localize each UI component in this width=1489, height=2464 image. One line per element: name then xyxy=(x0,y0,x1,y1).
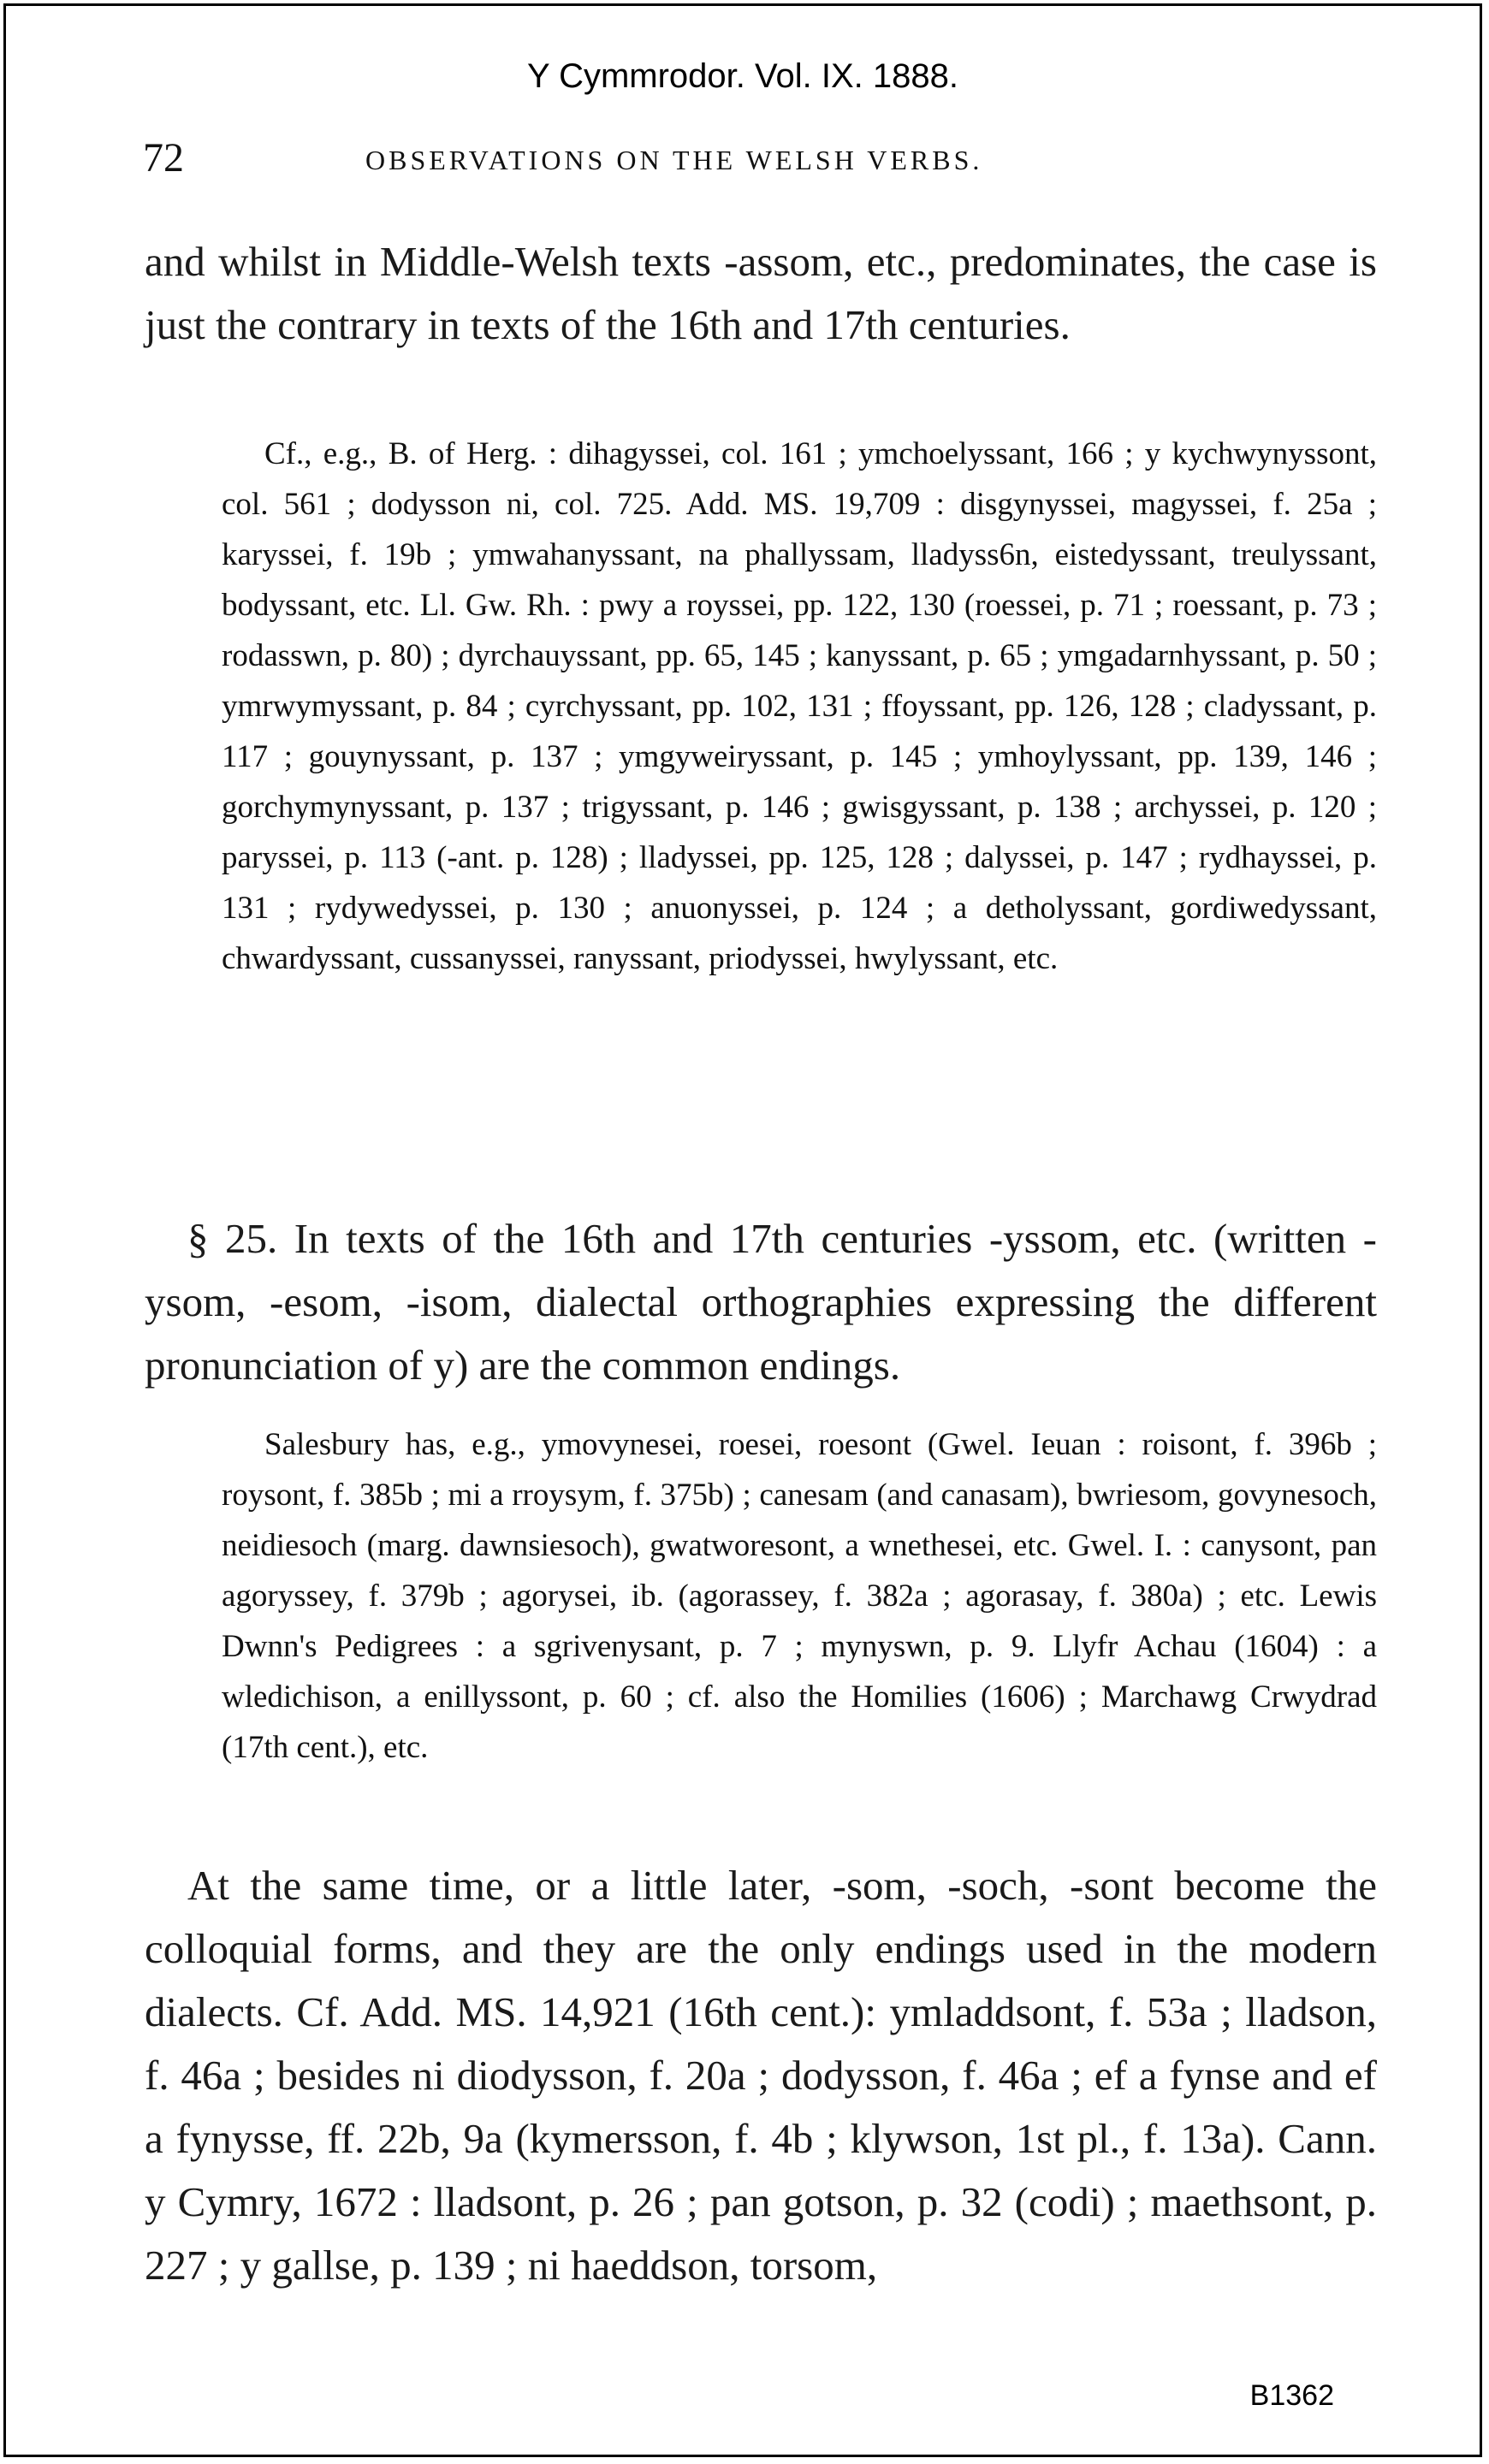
page-frame xyxy=(3,3,1482,2457)
footnote-paragraph: Cf., e.g., B. of Herg. : dihagyssei, col. 161 ; ymchoelyssant, 166 ; y kychwynyssont, col. 561 ; dodysson ni, col. 725. Add. MS. 19,709 : disgynyssei, magyssei, f. 25a ; karyssei, f. 19b ; ymwahanyssant, na phallyssam, lladyss6n, eistedyssant, treulyssant, bodyssant, etc. Ll. Gw. Rh. : pwy a royssei, pp. 122, 130 (roessei, p. 71 ; roessant, p. 73 ; rodasswn, p. 80) ; dyrchauyssant, pp. 65, 145 ; kanyssant, p. 65 ; ymgadarnhyssant, p. 50 ; ymrwymyssant, p. 84 ; cyrchyssant, pp. 102, 131 ; ffoyssant, pp. 126, 128 ; cladyssant, p. 117 ; gouynyssant, p. 137 ; ymgyweiryssant, p. 145 ; ymhoylyssant, pp. 139, 146 ; gorchymynyssant, p. 137 ; trigyssant, p. 146 ; gwisgyssant, p. 138 ; archyssei, p. 120 ; paryssei, p. 113 (-ant. p. 128) ; lladyssei, pp. 125, 128 ; dalyssei, p. 147 ; rydhayssei, p. 131 ; rydywedyssei, p. 130 ; anuonyssei, p. 124 ; a detholyssant, gordiwedyssant, chwardyssant, cussanyssei, ranyssant, priodyssei, hwylyssant, etc. xyxy=(222,436,1377,976)
body-paragraph: and whilst in Middle-Welsh texts -assom, etc., predominates, the case is just the contrary in texts of the 16th and 17th centuries. xyxy=(145,238,1377,348)
section-paragraph: § 25. In texts of the 16th and 17th centuries -yssom, etc. (written -ysom, -esom, -isom, dialectal orthographies expressing the different pronunciation of y) are the common endings. xyxy=(145,1215,1377,1389)
source-note: Y Cymmrodor. Vol. IX. 1888. xyxy=(527,57,958,95)
running-head xyxy=(143,134,1368,186)
catalog-number: B1362 xyxy=(1249,2379,1334,2412)
footnote-paragraph: Salesbury has, e.g., ymovynesei, roesei, roesont (Gwel. Ieuan : roisont, f. 396b ; roysont, f. 385b ; mi a rroysym, f. 375b) ; canesam (and canasam), bwriesom, govynesoch, neidiesoch (marg. dawnsiesoch), gwatworesont, a wnethesei, etc. Gwel. I. : canysont, pan agoryssey, f. 379b ; agorysei, ib. (agorassey, f. 382a ; agorasay, f. 380a) ; etc. Lewis Dwnn's Pedigrees : a sgrivenysant, p. 7 ; mynyswn, p. 9. Llyfr Achau (1604) : a wledichison, a enillyssont, p. 60 ; cf. also the Homilies (1606) ; Marchawg Crwydrad (17th cent.), etc. xyxy=(222,1427,1377,1765)
page-number: 72 xyxy=(143,135,184,181)
running-title: OBSERVATIONS ON THE WELSH VERBS. xyxy=(365,145,983,175)
body-paragraph: At the same time, or a little later, -som, -soch, -sont become the colloquial forms, and they are the only endings used in the modern dialects. Cf. Add. MS. 14,921 (16th cent.): ymladdsont, f. 53a ; lladson, f. 46a ; besides ni diodysson, f. 20a ; dodysson, f. 46a ; ef a fynse and ef a fynysse, ff. 22b, 9a (kymersson, f. 4b ; klywson, 1st pl., f. 13a). Cann. y Cymry, 1672 : lladsont, p. 26 ; pan gotson, p. 32 (codi) ; maethsont, p. 227 ; y gallse, p. 139 ; ni haeddson, torsom, xyxy=(145,1862,1377,2289)
